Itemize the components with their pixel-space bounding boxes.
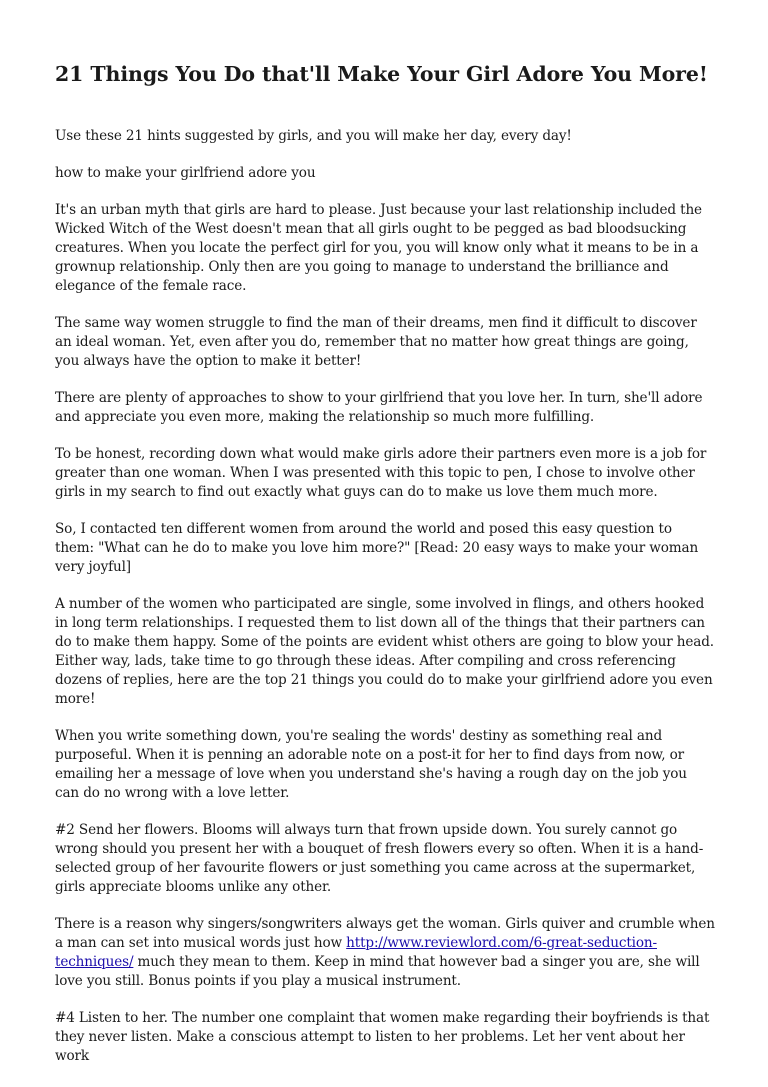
singers-text-before: There is a reason why singers/songwriters always get the woman. Girls quiver and crumble when a man can set into musical words just how: [55, 916, 715, 951]
flowers-paragraph: #2 Send her flowers. Blooms will always turn that frown upside down. You surely cannot go wrong should you present her with a bouquet of fresh flowers every so often. When it is a hand-selected group of her favourite flowers or just something you came across at the supermarket, girls appreciate blooms unlike any other.: [55, 822, 704, 895]
contacted-paragraph: So, I contacted ten different women from around the world and posed this easy question to them: "What can he do to make you love him more?" [Read: 20 easy ways to make your woman very joyful]: [55, 521, 699, 575]
singers-text-after: much they mean to them. Keep in mind that however bad a singer you are, she will love you still. Bonus points if you play a musical instrument.: [55, 954, 700, 989]
same-way-paragraph: The same way women struggle to find the man of their dreams, men find it difficult to discover an ideal woman. Yet, even after you do, remember that no matter how great things are going, you always have the option to make it better!: [55, 315, 697, 369]
urban-myth-paragraph: It's an urban myth that girls are hard to please. Just because your last relationship included the Wicked Witch of the West doesn't mean that all girls ought to be pegged as bad bloodsucking creatures. When you locate the perfect girl for you, you will know only what it means to be in a grownup relationship. Only then are you going to manage to understand the brilliance and elegance of the female race.: [55, 202, 702, 294]
document-page: [55, 56, 715, 1084]
approaches-paragraph: There are plenty of approaches to show to your girlfriend that you love her. In turn, she'll adore and appreciate you even more, making the relationship so much more fulfilling.: [55, 390, 703, 425]
singers-paragraph: [55, 915, 715, 991]
page-title: 21 Things You Do that'll Make Your Girl Adore You More!: [55, 62, 708, 86]
intro-paragraph: Use these 21 hints suggested by girls, and you will make her day, every day!: [55, 128, 572, 144]
listen-paragraph: #4 Listen to her. The number one complaint that women make regarding their boyfriends is that they never listen. Make a conscious attempt to listen to her problems. Let her vent about her work: [55, 1010, 710, 1064]
participants-paragraph: A number of the women who participated are single, some involved in flings, and others hooked in long term relationships. I requested them to list down all of the things that their partners can do to make them happy. Some of the points are evident whist others are going to blow your head. Either way, lads, take time to go through these ideas. After compiling and cross referencing dozens of replies, here are the top 21 things you could do to make your girlfriend adore you even more!: [55, 596, 714, 707]
write-down-paragraph: When you write something down, you're sealing the words' destiny as something real and purposeful. When it is penning an adorable note on a post-it for her to find days from now, or emailing her a message of love when you understand she's having a rough day on the job you can do no wrong with a love letter.: [55, 728, 687, 801]
subheading-paragraph: how to make your girlfriend adore you: [55, 165, 316, 181]
reviewlord-link[interactable]: http://www.reviewlord.com/6-great-seduction-techniques/: [55, 935, 657, 970]
honest-paragraph: To be honest, recording down what would make girls adore their partners even more is a job for greater than one woman. When I was presented with this topic to pen, I chose to involve other girls in my search to find out exactly what guys can do to make us love them much more.: [55, 446, 707, 500]
